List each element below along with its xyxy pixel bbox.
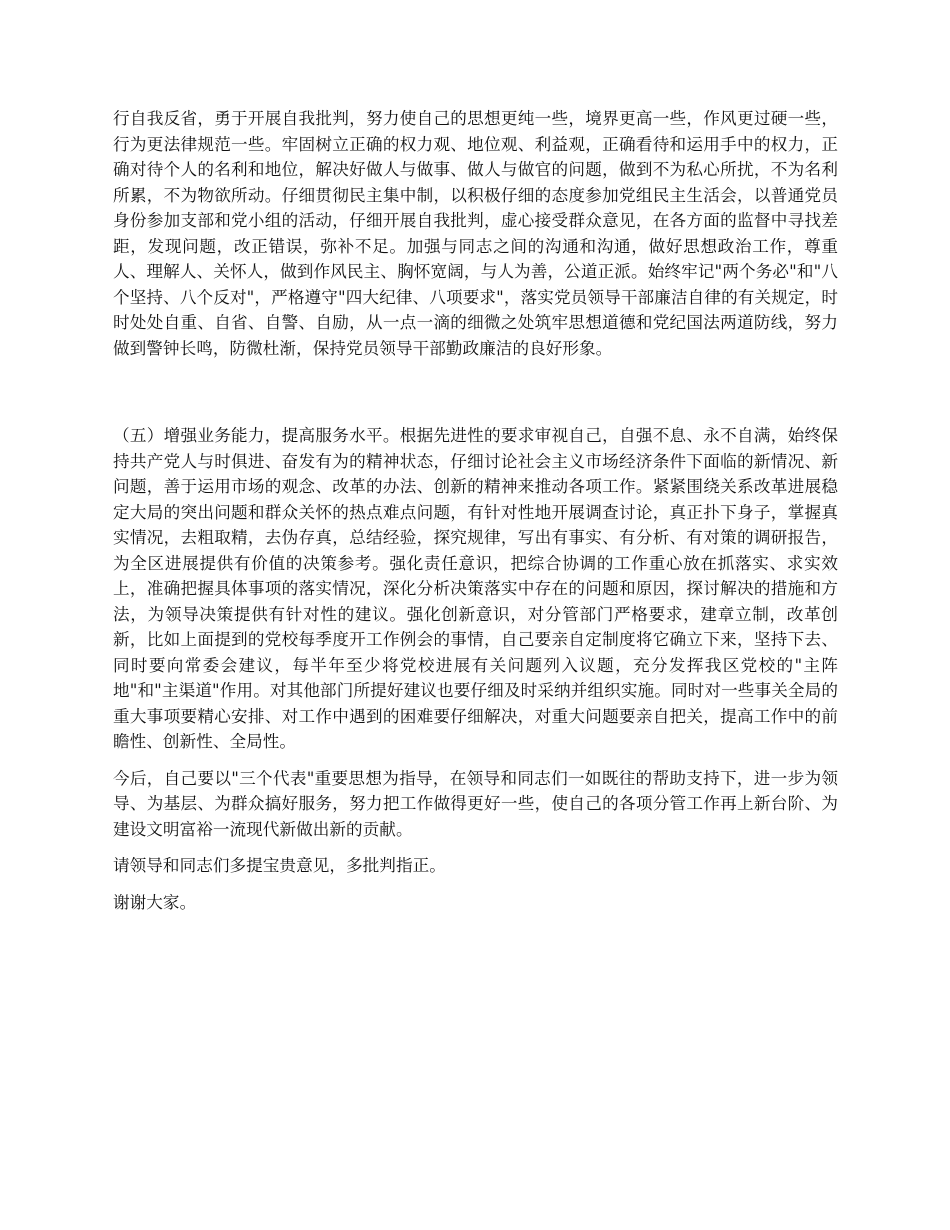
- document-page: [113, 106, 838, 915]
- paragraph-self-discipline: 行自我反省，勇于开展自我批判，努力使自己的思想更纯一些，境界更高一些，作风更过硬一些，行为更法律规范一些。牢固树立正确的权力观、地位观、利益观，正确看待和运用手中的权力，正确对待个人的名利和地位，解决好做人与做事、做人与做官的问题，做到不为私心所扰，不为名利所累，不为物欲所动。仔细贯彻民主集中制，以积极仔细的态度参加党组民主生活会，以普通党员身份参加支部和党小组的活动，仔细开展自我批判，虚心接受群众意见，在各方面的监督中寻找差距，发现问题，改正错误，弥补不足。加强与同志之间的沟通和沟通，做好思想政治工作，尊重人、理解人、关怀人，做到作风民主、胸怀宽阔，与人为善，公道正派。始终牢记"两个务必"和"八个坚持、八个反对"，严格遵守"四大纪律、八项要求"，落实党员领导干部廉洁自律的有关规定，时时处处自重、自省、自警、自励，从一点一滴的细微之处筑牢思想道德和党纪国法两道防线，努力做到警钟长鸣，防微杜渐，保持党员领导干部勤政廉洁的良好形象。: [113, 109, 838, 358]
- paragraph-thanks: 谢谢大家。: [113, 892, 197, 912]
- paragraph-request-feedback: 请领导和同志们多提宝贵意见，多批判指正。: [113, 856, 446, 875]
- paragraph-business-ability: （五）增强业务能力，提高服务水平。根据先进性的要求审视自己，自强不息、永不自满，始终保持共产党人与时俱进、奋发有为的精神状态，仔细讨论社会主义市场经济条件下面临的新情况、新问题，善于运用市场的观念、改革的办法、创新的精神来推动各项工作。紧紧围绕关系改革进展稳定大局的突出问题和群众关怀的热点难点问题，有针对性地开展调查讨论，真正扑下身子，掌握真实情况，去粗取精，去伪存真，总结经验，探究规律，写出有事实、有分析、有对策的调研报告，为全区进展提供有价值的决策参考。强化责任意识，把综合协调的工作重心放在抓落实、求实效上，准确把握具体事项的落实情况，深化分析决策落实中存在的问题和原因，探讨解决的措施和方法，为领导决策提供有针对性的建议。强化创新意识，对分管部门严格要求，建章立制，改革创新，比如上面提到的党校每季度开工作例会的事情，自己要亲自定制度将它确立下来，坚持下去、同时要向常委会建议，每半年至少将党校进展有关问题列入议题，充分发挥我区党校的"主阵地"和"主渠道"作用。对其他部门所提好建议也要仔细及时采纳并组织实施。同时对一些事关全局的重大事项要精心安排、对工作中遇到的困难要仔细解决，对重大问题要亲自把关，提高工作中的前瞻性、创新性、全局性。: [113, 426, 838, 751]
- paragraph-future-commitment: 今后，自己要以"三个代表"重要思想为指导，在领导和同志们一如既往的帮助支持下，进一步为领导、为基层、为群众搞好服务，努力把工作做得更好一些，使自己的各项分管工作再上新台阶、为建设文明富裕一流现代新做出新的贡献。: [113, 768, 838, 839]
